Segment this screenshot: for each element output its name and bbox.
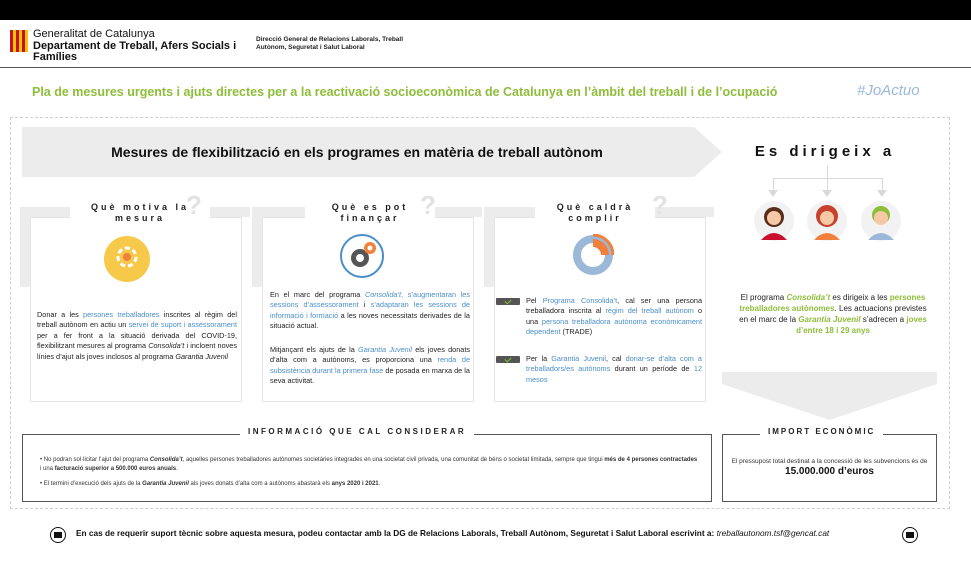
col1-t4: servei de suport i assessorament [128,320,237,330]
import-text [728,457,931,478]
col2-p1d: i [358,300,371,310]
col1-t2: persones treballadores [83,310,160,319]
col3-a1: Pel [526,296,543,305]
banner-title: Mesures de flexibilització en els programes en matèria de treball autònom [111,144,603,160]
info-b1a: No podran sol·licitar l’ajut del programa [43,457,150,463]
target-g: s’adrecen a [860,315,907,324]
target-c: es dirigeix a les [830,293,890,302]
info-b1c: , aquelles persones treballadores autònomes societàries integrades en una societat civil privada, una comunitat de béns o societat limitada, sempre que tingui [182,457,605,463]
info-title: INFORMACIÓ QUE CAL CONSIDERAR [240,427,474,436]
arrow-down-icon [822,190,832,197]
info-b1d: més de 4 persones contractades [604,457,698,463]
target-h: joves d’entre 18 i 29 anys [796,315,927,335]
hashtag: #JoActuo [857,82,920,99]
col2-p1f: a les noves necessitats derivades de la situació actual. [270,310,470,331]
col3-a4: règim del treball autònom [605,306,694,316]
col2-p2b: Garantia Juvenil [358,345,412,354]
col3-a6: persona treballadora autònoma econòmicament dependent [526,316,703,337]
directorate-name: Direcció General de Relacions Laborals, Treball Autònom, Seguretat i Salut Laboral [256,36,404,51]
col3-b6: 12 mesos [526,364,703,384]
col3-b4: donar-se d’alta com a treballadors/es autònoms [526,354,702,374]
connector-line [773,178,883,179]
col1-t6: Consolida’t [148,341,185,351]
lightbulb-icon [104,236,150,282]
col3-text-1 [526,296,702,338]
page-title: Pla de mesures urgents i ajuts directes per a la reactivació socioeconòmica de Catalunya en l’àmbit del treball i de l’ocupació [32,85,778,99]
connector-line [827,166,828,178]
col2-p1a: En el marc del programa [270,290,365,299]
col3-b1: Per la [526,354,552,363]
col2-p1e: s’adaptaran les sessions de informació i formació [270,300,470,320]
col3-b3: , cal [606,354,626,363]
target-text [738,292,928,336]
info-b1b: Consolida’t [149,457,183,463]
target-e: . Les actuacions previstes en el marc de la [739,304,927,324]
col3-a2: Programa Consolida’t [542,296,618,305]
person-icon [806,200,848,242]
info-b1f: facturació superior a 500.000 euros anuals [54,465,177,472]
col1-t8: Garantia Juvenil [175,351,229,361]
col2-title: Què es pot finançar [305,202,435,224]
col2-p2c: els joves donats d’alta com a autònoms, es proporciona una [270,345,470,365]
col3-a7: (TRADE) [560,327,593,337]
target-a: El programa [740,293,787,302]
col2-p2a: Mitjançant els ajuts de la [270,345,359,354]
check-icon [496,356,520,363]
col1-t1: Donar a les [37,310,84,319]
question-mark-icon: ? [420,190,436,220]
footer-text [76,528,829,538]
col3-a3: , cal ser una persona treballadora inscrita al [526,296,702,316]
target-b: Consolida’t [786,293,831,302]
footer-email[interactable]: treballautonom.tsf@gencat.cat [716,528,830,538]
col3-a5: o una [526,306,702,326]
mail-icon [902,527,918,543]
col3-text-2 [526,354,702,385]
info-b2a: El termini d’execució dels ajuts de la [43,481,143,487]
connector-line [882,178,883,190]
col3-b5: durant un període de [610,364,694,374]
col2-p2d: renda de subsistència durant la primera fase [270,355,471,375]
col2-p1c: , s’augmentaran les sessions d’assessorament [270,290,470,310]
col2-text-2 [270,345,470,387]
col2-p1b: Consolida’t [364,290,402,299]
person-icon [753,200,795,242]
col1-t3: inscrites al règim del treball autònom en actiu un [37,310,237,330]
target-d: persones treballadores autònomes [739,293,926,313]
check-icon [496,298,520,305]
col3-b2: Garantia Juvenil [551,354,607,363]
connector-line [827,178,828,190]
department-name: Departament de Treball, Afers Socials i Famílies [33,40,237,63]
col1-text [37,310,237,362]
info-b2d: anys 2020 i 2021 [331,481,379,487]
question-mark-icon: ? [186,190,202,220]
info-b2b: Garantia Juvenil [142,481,189,487]
info-bullet-2: • El termini d’execució dels ajuts de la Garantia Juvenil als joves donats d’alta com a autònoms abastarà els anys 2020 i 2021. [40,481,381,487]
info-b2e: . [378,481,381,487]
mail-icon [50,527,66,543]
col3-title: Què caldrà complir [535,202,655,224]
person-icon [860,200,902,242]
footer-body: En cas de requerir suport tècnic sobre aquesta mesura, podeu contactar amb la DG de Relacions Laborals, Treball Autònom, Seguretat i Salut Laboral escrivint a: [76,528,717,538]
arrow-down-icon [768,190,778,197]
arrow-down-icon [877,190,887,197]
import-amount: 15.000.000 d’euros [785,466,874,477]
col2-text [270,290,470,332]
pie-chart-icon [572,234,614,276]
gears-icon [340,234,384,278]
info-b1g: . [176,465,178,472]
target-f: Garantia Juvenil [798,315,861,324]
connector-line [773,178,774,190]
import-text-body: El pressupost total destinat a la concessió de les subvencions és de [731,458,928,465]
info-b2c: als joves donats d’alta com a autònoms abastarà els [188,481,332,487]
target-heading: Es dirigeix a [754,143,896,160]
col1-t7: i incloent noves línies d’ajut als joves inclosos al programa [37,341,237,361]
col2-p2e: de posada en marxa de la seva activitat. [270,365,470,386]
col1-title: Què motiva la mesura [70,202,210,224]
generalitat-logo-icon [10,30,28,52]
info-b1e: i una [40,465,55,472]
import-title: IMPORT ECONÒMIC [760,427,883,436]
col1-t5: per a fer front a la situació derivada del COVID-19, flexibilitzant mesures al programa [37,330,237,351]
generalitat-name: Generalitat de Catalunya [33,28,155,40]
top-bar [0,0,971,20]
info-bullet-1: • No podran sol·licitar l’ajut del programa Consolida’t, aquelles persones treballadores autònomes societàries integrades en una societat civil privada, una comunitat de béns o societat limitada, sempre que tingui més de 4 persones contractades i una facturació superior a 500.000 euros anuals. [40,457,698,472]
question-mark-icon: ? [652,190,668,220]
